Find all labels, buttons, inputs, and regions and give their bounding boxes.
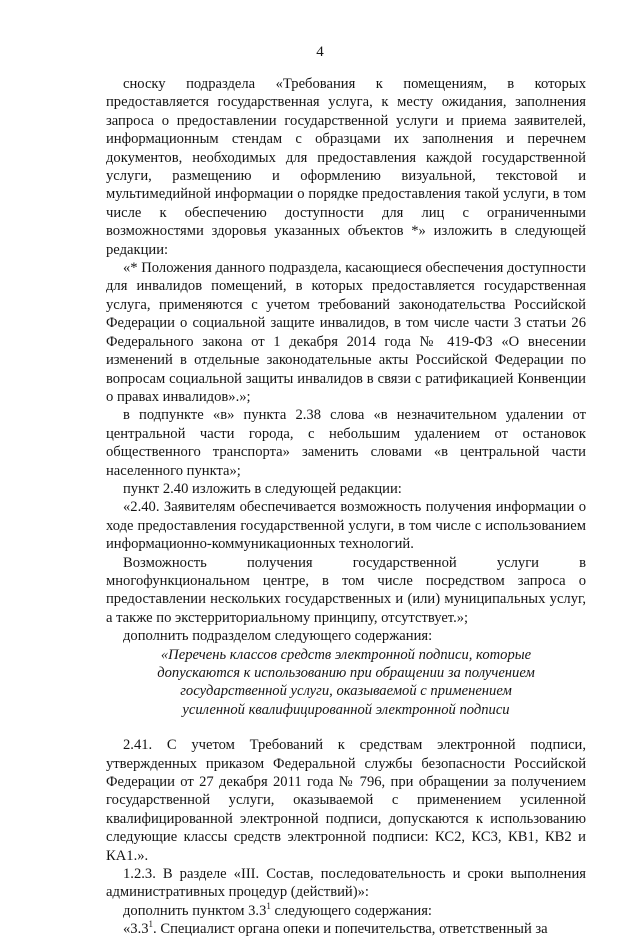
p10-sup: 1 bbox=[266, 901, 271, 912]
heading-line-1: «Перечень классов средств электронной подписи, которые bbox=[160, 646, 532, 663]
paragraph-2-41: 2.41. С учетом Требований к средствам электронной подписи, утвержденных приказом Федеральной службы безопасности Российской Федерации от 27 декабря 2011 года № 796, при обращении за получением государственной услуги, оказываемой с применением усиленной квалифицированной электронной подписи, допускаются к использованию следующие классы средств электронной подписи: КС2, КС3, КВ1, КВ2 и КА1.». bbox=[106, 737, 586, 864]
paragraph-footnote-intro: сноску подраздела «Требования к помещениям, в которых предоставляется государственная услуга, к месту ожидания, заполнения запроса о предоставлении государственной услуги и приема заявителей, информационным стендам с образцами их заполнения и перечнем документов, необходимых для предоставления каждой государственной услуги, размещению и оформлению визуальной, текстовой и мультимедийной информации о порядке предоставления такой услуги, в том числе к обеспечению доступности для лиц с ограниченными возможностями здоровья указанных объектов *» изложить в следующей редакции: bbox=[106, 76, 586, 258]
p11-sup: 1 bbox=[148, 919, 154, 930]
paragraph-1-2-3: 1.2.3. В разделе «III. Состав, последовательность и сроки выполнения административных процедур (действий)»: bbox=[106, 866, 586, 901]
paragraph-footnote-text: «* Положения данного подраздела, касающиеся обеспечения доступности для инвалидов помещений, в которых предоставляется государственная услуга, применяются с учетом требований законодательства Российской Федерации о социальной защите инвалидов, в том числе части 3 статьи 26 Федерального закона от 1 декабря 2014 года № 419-ФЗ «О внесении изменений в отдельные законодательные акты Российской Федерации по вопросам социальной защиты инвалидов в связи с ратификацией Конвенции о правах инвалидов».»; bbox=[106, 260, 586, 405]
heading-line-3: государственной услуги, оказываемой с применением bbox=[180, 683, 512, 700]
p10-post: следующего содержания: bbox=[270, 902, 432, 919]
page-number: 4 bbox=[316, 44, 324, 60]
p10-pre: дополнить пунктом 3.3 bbox=[123, 902, 267, 919]
heading-line-2: допускаются к использованию при обращении за получением bbox=[157, 665, 535, 681]
paragraph-2-40: «2.40. Заявителям обеспечивается возможность получения информации о ходе предоставления государственной услуги, в том числе с использованием информационно-коммуникационных технологий. bbox=[106, 499, 586, 553]
paragraph-mfc: Возможность получения государственной услуги в многофункциональном центре, в том числе посредством запроса о предоставлении нескольких государственных и (или) муниципальных услуг, а также по экстерриториальному принципу, отсутствует.»; bbox=[106, 554, 586, 626]
p11-post: . Специалист органа опеки и попечительства, ответственный за bbox=[153, 921, 548, 938]
paragraph-2-40-intro: пункт 2.40 изложить в следующей редакции: bbox=[123, 480, 402, 497]
paragraph-2-38: в подпункте «в» пункта 2.38 слова «в незначительном удалении от центральной части города, с небольшим удалением от остановок общественного транспорта» заменить словами «в центральной части населенного пункта»; bbox=[106, 407, 586, 479]
spacer bbox=[106, 719, 586, 736]
paragraph-add-subsection: дополнить подразделом следующего содержания: bbox=[123, 628, 433, 645]
paragraph-3-3-1 bbox=[106, 920, 586, 938]
paragraph-3-3-1-intro bbox=[106, 902, 586, 920]
heading-line-4: усиленной квалифицированной электронной подписи bbox=[182, 701, 510, 718]
document-body bbox=[106, 75, 586, 939]
p11-pre: «3.3 bbox=[123, 921, 149, 938]
